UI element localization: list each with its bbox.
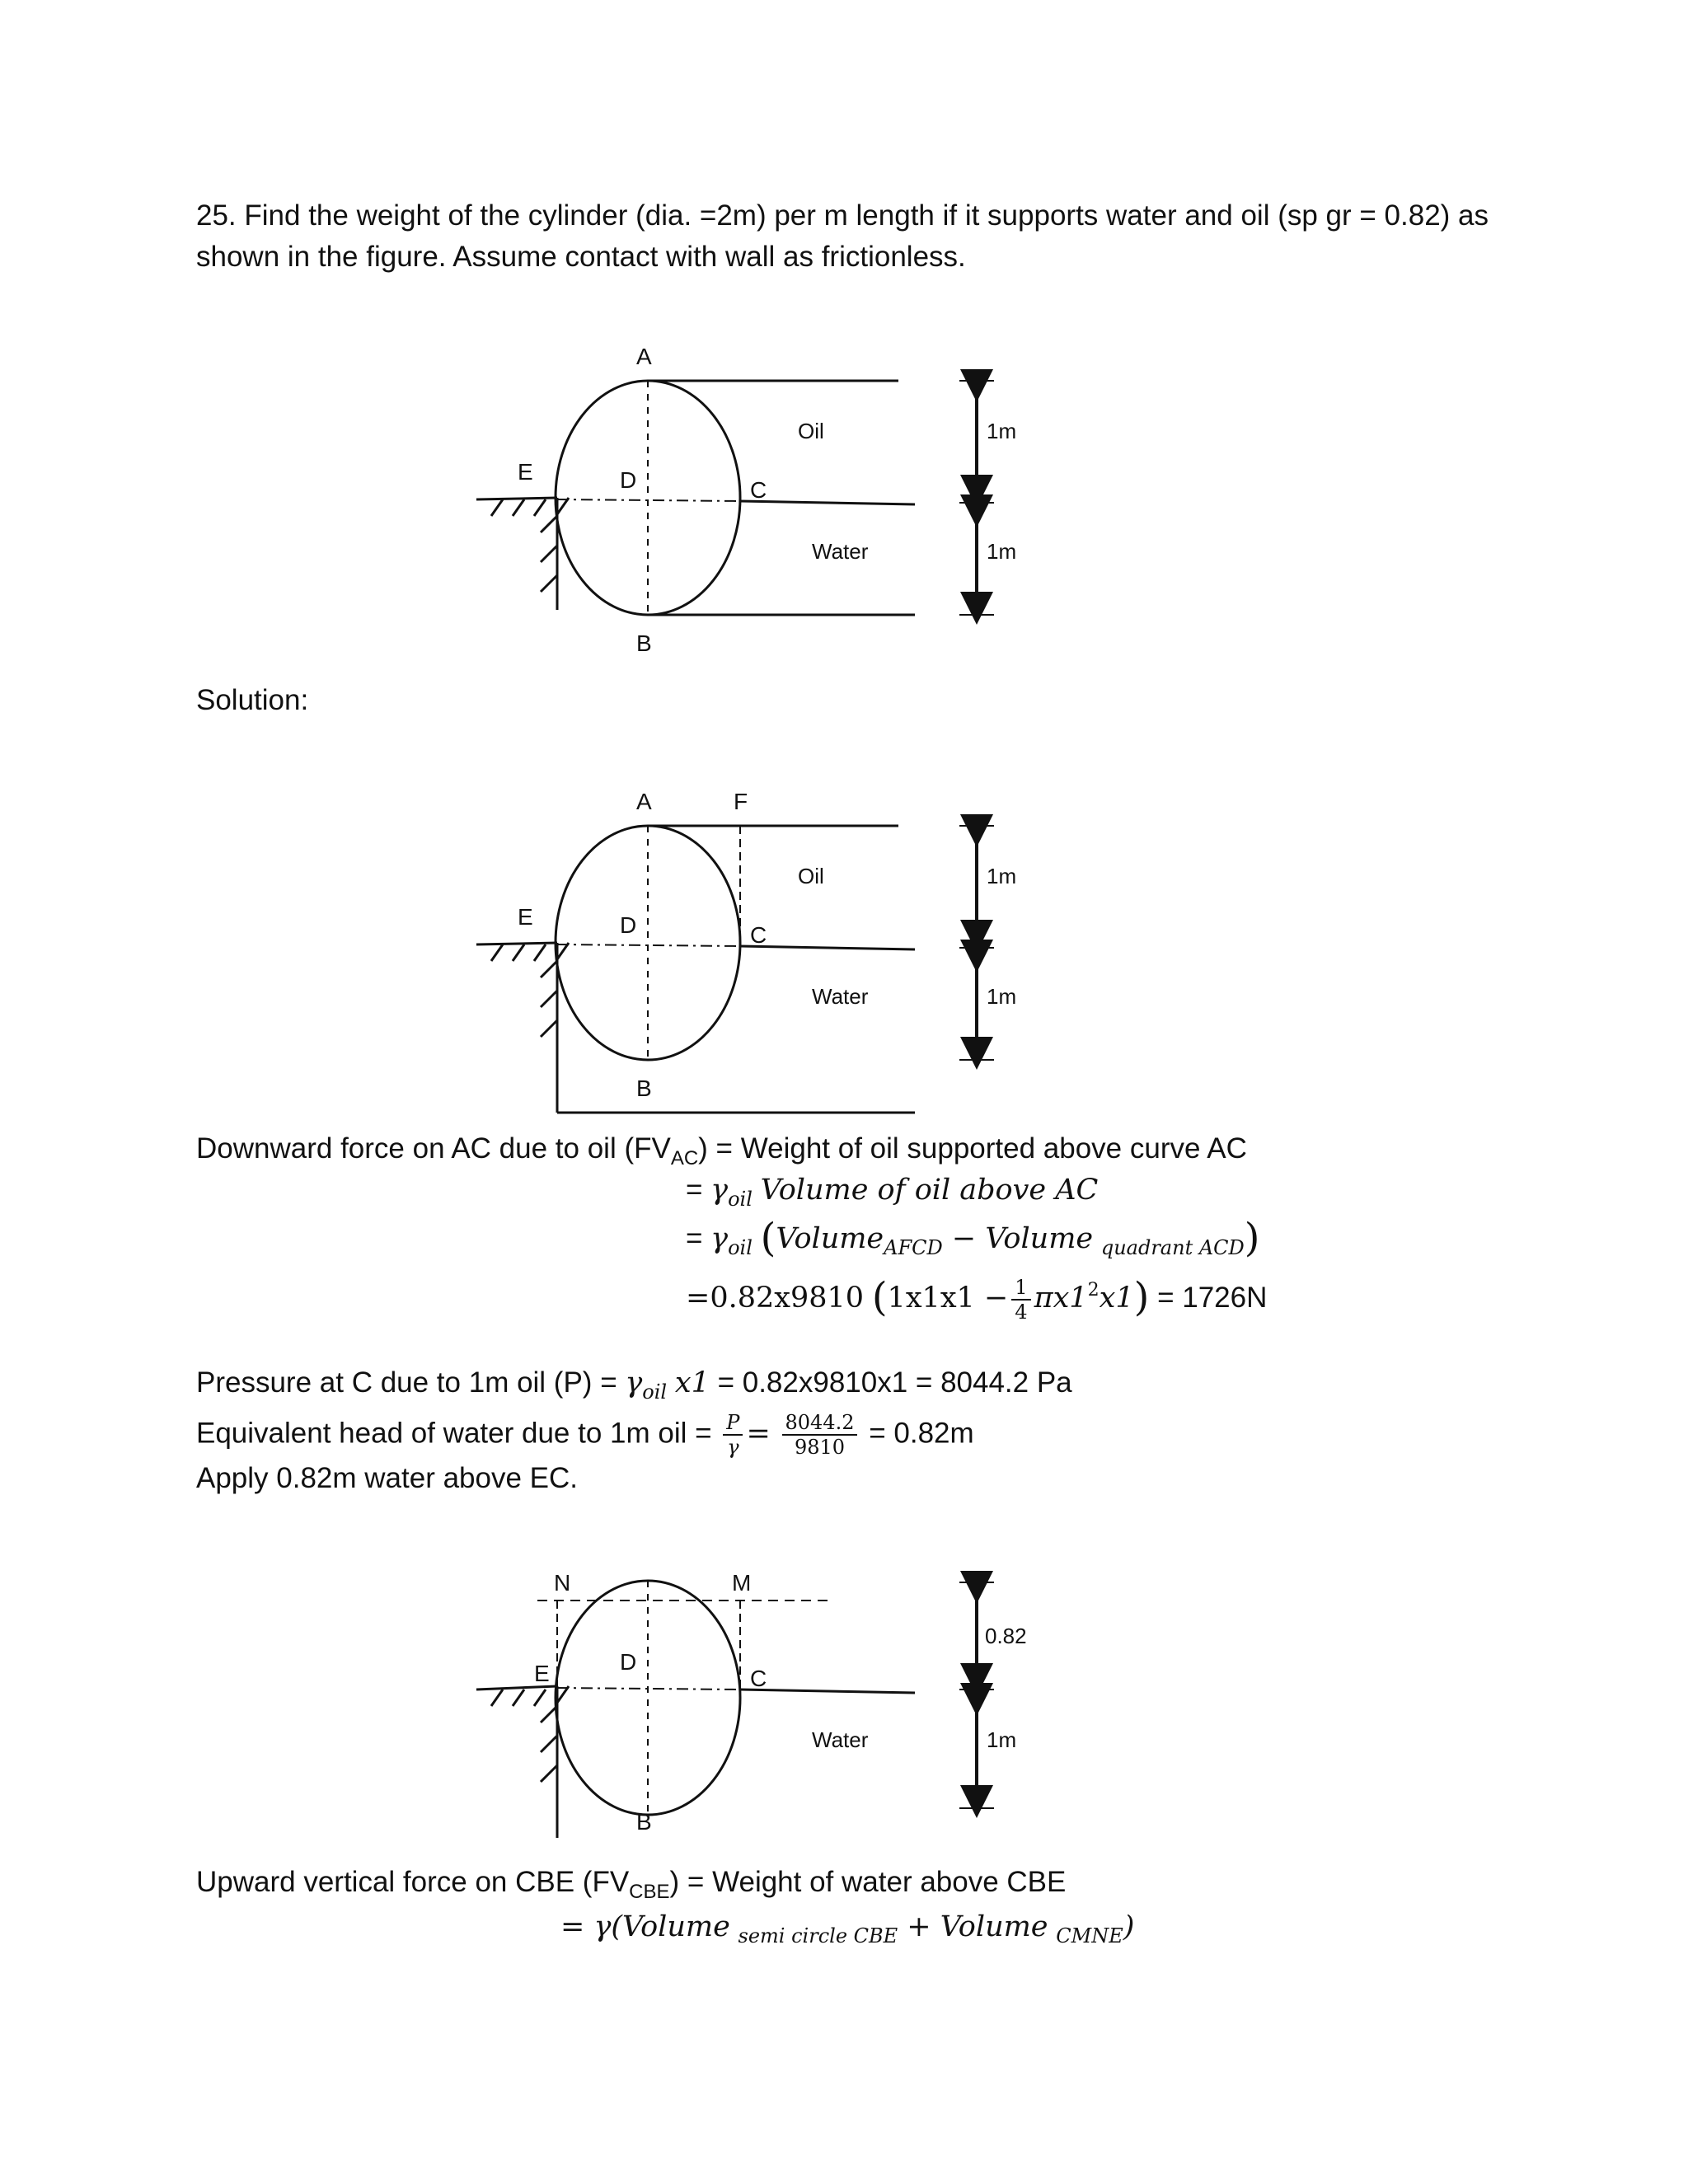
wall-hatch [541, 516, 557, 592]
pi-tail: x1 [1099, 1282, 1134, 1315]
equals: = [746, 1417, 771, 1451]
problem-line-1: 25. Find the weight of the cylinder (dia. =2m) per m length if it supports water and oil (sp gr = 0.82) as [196, 199, 1489, 232]
label-a: A [636, 346, 652, 369]
water-force-step-1 [560, 1909, 1134, 1954]
label-b: B [636, 1809, 652, 1835]
label-e: E [518, 459, 533, 485]
cmne-sub: CMNE [1056, 1924, 1123, 1947]
pressure-tail: = 0.82x9810x1 = 8044.2 Pa [709, 1366, 1072, 1399]
quarter-fraction: $\frac{1}{4}$ [1011, 1276, 1030, 1324]
head-fraction: $\frac{8044.2}{9810}$ [782, 1411, 858, 1459]
label-b: B [636, 1076, 652, 1101]
p-over-gamma: $\frac{P}{\gamma}$ [723, 1411, 743, 1459]
oil-force-step-1 [686, 1172, 1098, 1217]
minus-sign: − [942, 1222, 986, 1255]
head-result: = 0.82m [869, 1417, 974, 1450]
eq-sign: = [686, 1174, 711, 1206]
oil-sub: oil [728, 1236, 753, 1259]
water-force-lhs: Upward vertical force on CBE (FV [196, 1866, 630, 1898]
numeric-prefix: =0.82x9810 [686, 1282, 865, 1315]
pressure-statement [196, 1365, 1072, 1410]
x1-term: x1 [674, 1366, 710, 1399]
inner-term: 1x1x1 − [887, 1282, 1009, 1315]
water-eq: = γ(Volume [560, 1910, 730, 1943]
water-label: Water [812, 1727, 869, 1752]
solution-label: Solution: [196, 684, 309, 716]
oil-force-lhs-rest: ) = Weight of oil supported above curve AC [698, 1132, 1247, 1165]
label-c: C [750, 922, 767, 948]
gamma-symbol: γ [625, 1366, 643, 1399]
dim-label-bottom: 1m [987, 539, 1017, 564]
dim-label-top: 1m [987, 864, 1017, 888]
oil-sub: oil [642, 1380, 668, 1404]
dim-label-top: 0.82 [985, 1624, 1027, 1648]
oil-force-step-3: =0.82x9810 (1x1x1 − $\frac{1}{4}$ $\pi x1^2x1) = 1726N$ [686, 1274, 1268, 1324]
close-paren: ) [1123, 1910, 1135, 1943]
pi-term: πx1 [1034, 1282, 1088, 1315]
label-c: C [750, 1666, 767, 1691]
volume-name: Volume [776, 1222, 884, 1255]
gamma-symbol: γ [710, 1222, 729, 1255]
oil-force-lhs-sub: AC [670, 1147, 699, 1169]
label-m: M [732, 1570, 752, 1596]
water-force-lhs-rest: ) = Weight of water above CBE [669, 1866, 1067, 1898]
afcd-sub: AFCD [884, 1236, 943, 1259]
oil-force-step-2: = $\gamma_{oil}$ (Volume$_{AFCD}$ − Volume $_{quadrant ACD}$) [686, 1215, 1260, 1261]
water-force-statement [196, 1864, 1066, 1910]
wall-hatch [541, 1706, 557, 1782]
label-d: D [620, 1649, 637, 1675]
quadrant-sub: quadrant ACD [1100, 1236, 1245, 1259]
label-d: D [620, 912, 637, 938]
label-e: E [534, 1661, 550, 1686]
water-label: Water [812, 539, 869, 564]
label-f: F [734, 791, 748, 814]
oil-force-statement [196, 1131, 1247, 1177]
dim-label-top: 1m [987, 419, 1017, 443]
water-label: Water [812, 984, 869, 1009]
wall-hatch [541, 961, 557, 1037]
semi-circle-sub: semi circle CBE [738, 1924, 898, 1947]
label-a: A [636, 791, 652, 814]
dim-label-bottom: 1m [987, 984, 1017, 1009]
eq-sign: = [686, 1222, 711, 1254]
figure-2-cylinder-diagram [0, 791, 1688, 1121]
label-c: C [750, 477, 767, 503]
volume-text: Volume of oil above AC [760, 1174, 1099, 1207]
problem-line-2: shown in the figure. Assume contact with wall as frictionless. [196, 241, 966, 273]
pressure-lead: Pressure at C due to 1m oil (P) = [196, 1366, 626, 1399]
label-b: B [636, 630, 652, 656]
oil-sub: oil [728, 1188, 753, 1211]
oil-label: Oil [798, 419, 824, 443]
ground-line [476, 1686, 557, 1690]
equivalent-head-statement [196, 1411, 974, 1459]
oil-label: Oil [798, 864, 824, 888]
pi-exponent: 2 [1087, 1280, 1100, 1301]
figure-1-cylinder-diagram [0, 346, 1688, 676]
oil-force-lhs: Downward force on AC due to oil (FV [196, 1132, 671, 1165]
head-lead: Equivalent head of water due to 1m oil = [196, 1417, 712, 1450]
apply-statement: Apply 0.82m water above EC. [196, 1462, 579, 1494]
figure-3-cylinder-diagram [0, 1558, 1688, 1838]
volume-name: Volume [985, 1222, 1094, 1255]
dim-label-bottom: 1m [987, 1727, 1017, 1752]
label-d: D [620, 467, 637, 493]
water-force-lhs-sub: CBE [629, 1881, 670, 1903]
plus-volume: + Volume [898, 1910, 1048, 1943]
label-n: N [554, 1570, 571, 1596]
oil-force-result: = 1726N [1157, 1282, 1268, 1314]
gamma-symbol: γ [710, 1174, 729, 1207]
label-e: E [518, 904, 533, 930]
